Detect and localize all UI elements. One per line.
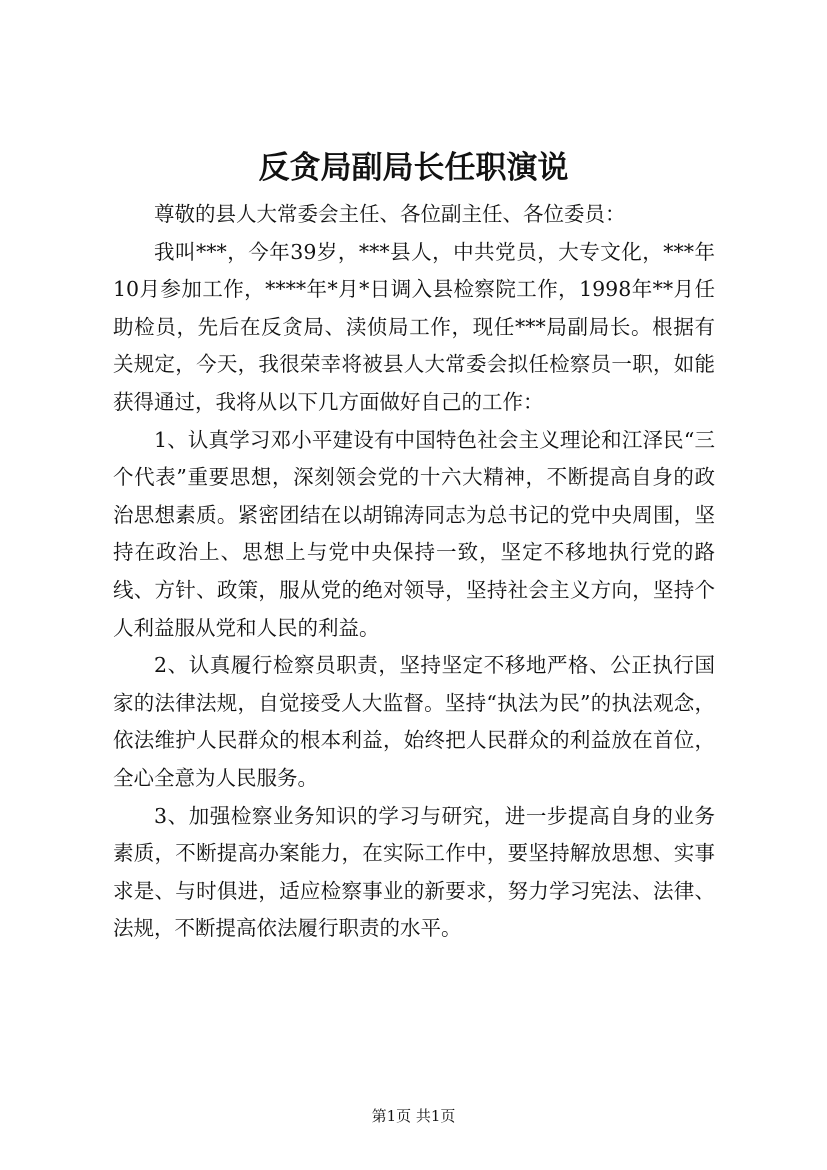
document-body — [113, 196, 715, 948]
salutation: 尊敬的县人大常委会主任、各位副主任、各位委员： — [154, 202, 626, 226]
paragraph-point-2: 2、认真履行检察员职责，坚持坚定不移地严格、公正执行国家的法律法规，自觉接受人大监督。坚持“执法为民”的执法观念，依法维护人民群众的根本利益，始终把人民群众的利益放在首位，全心全意为人民服务。 — [113, 653, 715, 790]
page-title: 反贪局副局长任职演说 — [258, 150, 569, 186]
paragraph-intro: 我叫***，今年39岁，***县人，中共党员，大专文化，***年10月参加工作，****年*月*日调入县检察院工作，1998年**月任助检员，先后在反贪局、渎侦局工作，现任***局副局长。根据有关规定，今天，我很荣幸将被县人大常委会拟任检察员一职，如能获得通过，我将从以下几方面做好自己的工作： — [113, 239, 715, 414]
paragraph-point-1: 1、认真学习邓小平建设有中国特色社会主义理论和江泽民“三个代表”重要思想，深刻领会党的十六大精神，不断提高自身的政治思想素质。紧密团结在以胡锦涛同志为总书记的党中央周围，坚持在政治上、思想上与党中央保持一致，坚定不移地执行党的路线、方针、政策，服从党的绝对领导，坚持社会主义方向，坚持个人利益服从党和人民的利益。 — [113, 427, 715, 640]
paragraph-point-3: 3、加强检察业务知识的学习与研究，进一步提高自身的业务素质，不断提高办案能力，在实际工作中，要坚持解放思想、实事求是、与时俱进，适应检察事业的新要求，努力学习宪法、法律、法规，不断提高依法履行职责的水平。 — [113, 803, 715, 941]
page-footer: 第1页 共1页 — [371, 1107, 456, 1125]
